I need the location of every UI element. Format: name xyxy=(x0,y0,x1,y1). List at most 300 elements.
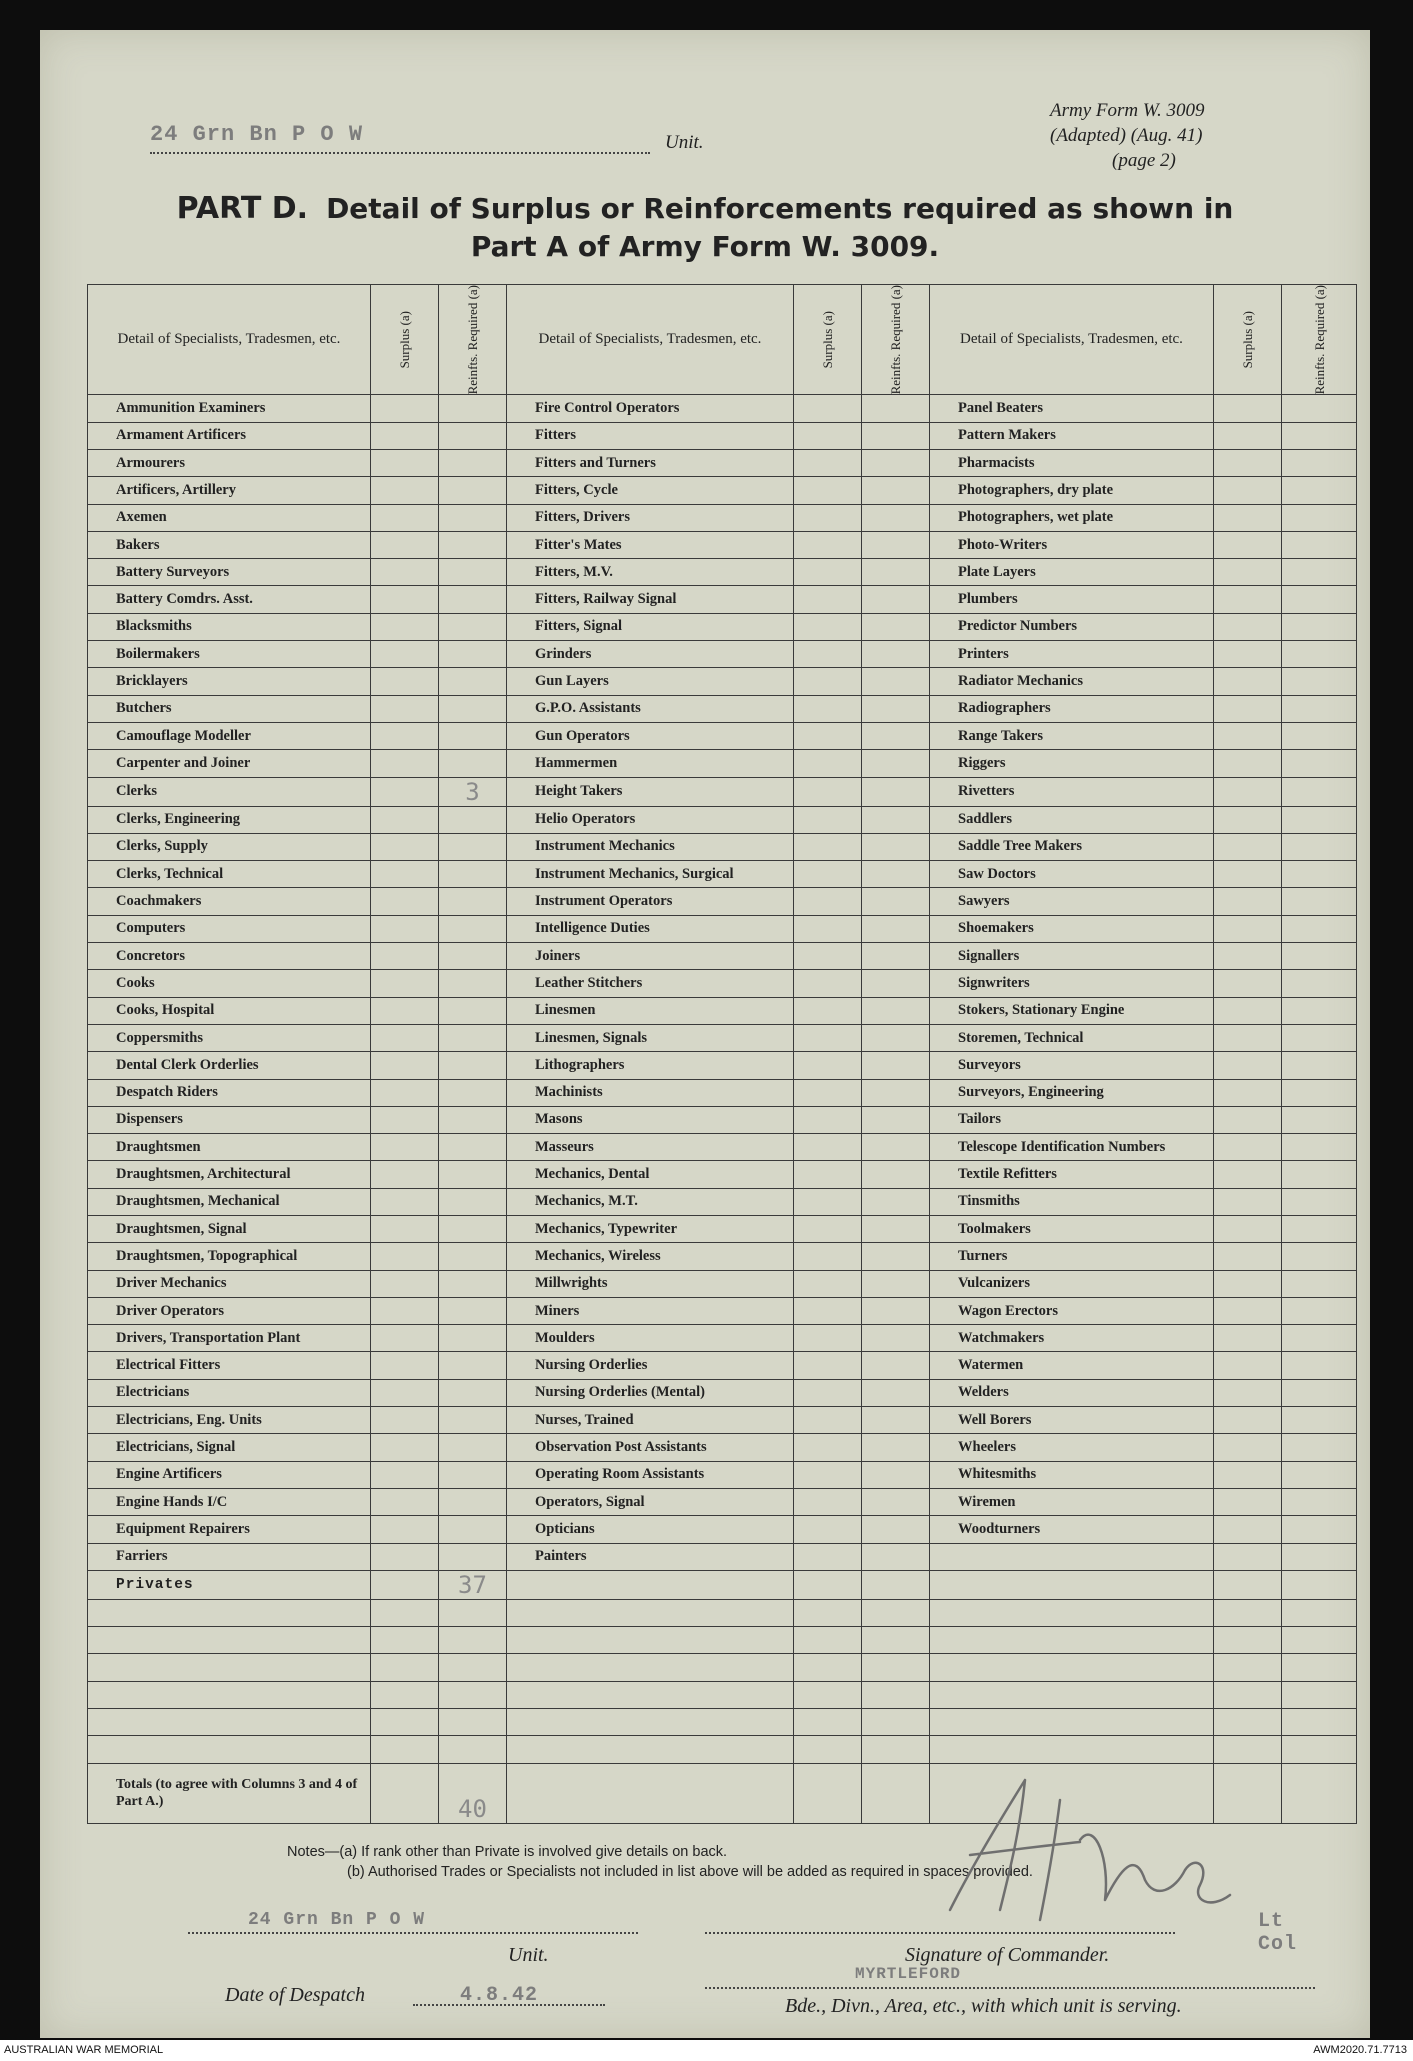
reinfts-cell xyxy=(439,695,507,722)
form-page xyxy=(40,30,1370,2038)
table-row xyxy=(88,1024,1357,1051)
specialist-label: Linesmen xyxy=(507,997,794,1024)
reinfts-cell xyxy=(439,1052,507,1079)
reinfts-cell xyxy=(862,997,930,1024)
surplus-cell xyxy=(794,422,862,449)
reinfts-cell xyxy=(439,1379,507,1406)
surplus-cell xyxy=(1214,395,1282,422)
surplus-cell xyxy=(794,1079,862,1106)
surplus-cell xyxy=(371,477,439,504)
blank-cell xyxy=(794,1599,862,1626)
reinfts-cell xyxy=(439,1709,507,1736)
reinfts-cell xyxy=(1282,1325,1357,1352)
surplus-cell xyxy=(794,888,862,915)
blank-cell xyxy=(794,1736,862,1763)
reinfts-cell xyxy=(1282,1216,1357,1243)
specialist-label: Pattern Makers xyxy=(930,422,1214,449)
specialist-label: Ammunition Examiners xyxy=(88,395,371,422)
commander-signature xyxy=(930,1760,1270,1930)
surplus-cell xyxy=(371,943,439,970)
reinfts-cell xyxy=(1282,722,1357,749)
specialist-label: Watchmakers xyxy=(930,1325,1214,1352)
reinfts-cell xyxy=(862,1325,930,1352)
reinfts-cell xyxy=(862,695,930,722)
blank-cell xyxy=(1282,1654,1357,1681)
specialist-label: Whitesmiths xyxy=(930,1461,1214,1488)
reinfts-cell xyxy=(862,1379,930,1406)
signature-dotted-line xyxy=(705,1932,1175,1934)
surplus-cell xyxy=(794,943,862,970)
unit-value: 24 Grn Bn P O W xyxy=(150,122,364,147)
signature-field xyxy=(705,1910,1305,1970)
specialist-label: Wiremen xyxy=(930,1488,1214,1515)
specialist-label: Electricians xyxy=(88,1379,371,1406)
reinfts-cell xyxy=(439,833,507,860)
specialist-label: Draughtsmen, Mechanical xyxy=(88,1188,371,1215)
reinfts-cell xyxy=(439,1681,507,1708)
specialist-label: Range Takers xyxy=(930,722,1214,749)
surplus-cell xyxy=(371,1407,439,1434)
table-row xyxy=(88,833,1357,860)
surplus-cell xyxy=(371,504,439,531)
reinfts-cell xyxy=(439,1488,507,1515)
specialist-label: Operators, Signal xyxy=(507,1488,794,1515)
surplus-cell xyxy=(794,1134,862,1161)
specialist-label: Tailors xyxy=(930,1106,1214,1133)
surplus-cell xyxy=(794,806,862,833)
surplus-cell xyxy=(794,586,862,613)
reinfts-cell xyxy=(862,586,930,613)
reinfts-cell xyxy=(862,1407,930,1434)
specialist-label: Turners xyxy=(930,1243,1214,1270)
specialist-label: Fire Control Operators xyxy=(507,395,794,422)
reinfts-cell xyxy=(862,1188,930,1215)
reinfts-cell xyxy=(439,1627,507,1654)
reinfts-cell xyxy=(862,1543,930,1570)
table-row xyxy=(88,1161,1357,1188)
specialist-label: Hammermen xyxy=(507,750,794,777)
specialists-table xyxy=(87,284,1357,1824)
table-row-extra xyxy=(88,1570,1357,1599)
reinfts-cell xyxy=(439,1325,507,1352)
surplus-cell xyxy=(1214,915,1282,942)
surplus-cell xyxy=(1214,1407,1282,1434)
specialist-label: Radiator Mechanics xyxy=(930,668,1214,695)
reinfts-cell xyxy=(439,1516,507,1543)
blank-cell xyxy=(794,1681,862,1708)
title-part: PART D. xyxy=(176,191,309,226)
reinfts-cell xyxy=(439,1461,507,1488)
surplus-cell xyxy=(1214,1243,1282,1270)
surplus-cell xyxy=(794,1434,862,1461)
surplus-cell xyxy=(794,1270,862,1297)
surplus-cell xyxy=(794,1024,862,1051)
reinfts-cell xyxy=(862,1161,930,1188)
blank-cell xyxy=(1214,1599,1282,1626)
blank-cell xyxy=(1214,1570,1282,1599)
blank-cell xyxy=(507,1627,794,1654)
surplus-cell xyxy=(1214,559,1282,586)
specialist-label: Millwrights xyxy=(507,1270,794,1297)
blank-cell xyxy=(1282,1599,1357,1626)
blank-cell xyxy=(930,1654,1214,1681)
reinfts-cell xyxy=(1282,586,1357,613)
surplus-cell xyxy=(794,449,862,476)
surplus-cell xyxy=(1214,1516,1282,1543)
reinfts-cell xyxy=(862,777,930,806)
extra-label xyxy=(88,1599,371,1626)
reinfts-cell xyxy=(862,1270,930,1297)
specialist-label: Electricians, Signal xyxy=(88,1434,371,1461)
reinfts-cell xyxy=(1282,422,1357,449)
surplus-cell xyxy=(371,559,439,586)
surplus-cell xyxy=(371,1161,439,1188)
surplus-cell xyxy=(1214,668,1282,695)
surplus-cell xyxy=(794,1461,862,1488)
blank-cell xyxy=(862,1570,930,1599)
reinfts-cell xyxy=(1282,861,1357,888)
table-row-extra xyxy=(88,1709,1357,1736)
reinfts-cell xyxy=(439,449,507,476)
header-detail-2: Detail of Specialists, Tradesmen, etc. xyxy=(507,285,794,395)
surplus-cell xyxy=(371,1681,439,1708)
archive-id: AWM2020.71.7713 xyxy=(1313,2044,1407,2056)
specialist-label: Wheelers xyxy=(930,1434,1214,1461)
specialist-label: Butchers xyxy=(88,695,371,722)
blank-cell xyxy=(1214,1654,1282,1681)
surplus-cell xyxy=(1214,1161,1282,1188)
blank-cell xyxy=(862,1654,930,1681)
header-detail-3: Detail of Specialists, Tradesmen, etc. xyxy=(930,285,1214,395)
reinfts-cell xyxy=(439,750,507,777)
specialist-label: Wagon Erectors xyxy=(930,1297,1214,1324)
blank-cell xyxy=(1282,1627,1357,1654)
header-reinfts-2: Reinfts. Required (a) xyxy=(862,285,930,395)
blank-cell xyxy=(862,1681,930,1708)
specialist-label: Shoemakers xyxy=(930,915,1214,942)
reinfts-cell xyxy=(1282,1434,1357,1461)
extra-label xyxy=(88,1681,371,1708)
specialist-label: Driver Operators xyxy=(88,1297,371,1324)
reinfts-cell xyxy=(1282,641,1357,668)
table-row xyxy=(88,586,1357,613)
surplus-cell xyxy=(371,449,439,476)
table-row xyxy=(88,613,1357,640)
surplus-cell xyxy=(371,1188,439,1215)
specialist-label: Armourers xyxy=(88,449,371,476)
surplus-cell xyxy=(1214,1325,1282,1352)
reinfts-cell xyxy=(862,1488,930,1515)
blank-cell xyxy=(862,1763,930,1823)
reinfts-cell xyxy=(439,1161,507,1188)
reinfts-cell xyxy=(862,1434,930,1461)
specialist-label: Fitters, Railway Signal xyxy=(507,586,794,613)
blank-cell xyxy=(1282,1763,1357,1823)
surplus-cell xyxy=(371,531,439,558)
reinfts-cell xyxy=(862,1243,930,1270)
reinfts-cell xyxy=(439,915,507,942)
reinfts-cell xyxy=(862,1024,930,1051)
specialist-label: Sawyers xyxy=(930,888,1214,915)
specialist-label: Leather Stitchers xyxy=(507,970,794,997)
table-row xyxy=(88,1434,1357,1461)
surplus-cell xyxy=(1214,641,1282,668)
archive-name: AUSTRALIAN WAR MEMORIAL xyxy=(4,2044,164,2056)
surplus-cell xyxy=(371,750,439,777)
table-row-extra xyxy=(88,1599,1357,1626)
specialist-label: Drivers, Transportation Plant xyxy=(88,1325,371,1352)
specialist-label: Saddlers xyxy=(930,806,1214,833)
surplus-cell xyxy=(794,750,862,777)
specialist-label: Fitter's Mates xyxy=(507,531,794,558)
surplus-cell xyxy=(371,1654,439,1681)
blank-cell xyxy=(930,1570,1214,1599)
table-row xyxy=(88,1106,1357,1133)
reinfts-cell xyxy=(439,586,507,613)
reinfts-cell xyxy=(439,1736,507,1763)
specialist-label: Surveyors xyxy=(930,1052,1214,1079)
commander-rank: Lt Col xyxy=(1258,1910,1298,1956)
reinfts-cell xyxy=(439,722,507,749)
specialist-label: Helio Operators xyxy=(507,806,794,833)
surplus-cell xyxy=(371,777,439,806)
specialist-label: Welders xyxy=(930,1379,1214,1406)
reinfts-cell xyxy=(439,1079,507,1106)
date-field xyxy=(225,1980,605,2020)
surplus-cell xyxy=(794,970,862,997)
table-row xyxy=(88,477,1357,504)
reinfts-cell xyxy=(1282,997,1357,1024)
surplus-cell xyxy=(371,1243,439,1270)
surplus-cell xyxy=(371,1216,439,1243)
specialist-label: Pharmacists xyxy=(930,449,1214,476)
reinfts-cell xyxy=(439,1297,507,1324)
header-surplus-2: Surplus (a) xyxy=(794,285,862,395)
specialist-label: Saw Doctors xyxy=(930,861,1214,888)
reinfts-cell xyxy=(1282,1188,1357,1215)
specialist-label: Linesmen, Signals xyxy=(507,1024,794,1051)
surplus-cell xyxy=(1214,722,1282,749)
specialist-label: Rivetters xyxy=(930,777,1214,806)
specialist-label: Well Borers xyxy=(930,1407,1214,1434)
reinfts-cell xyxy=(1282,395,1357,422)
specialist-label: Electricians, Eng. Units xyxy=(88,1407,371,1434)
table-header xyxy=(88,285,1357,395)
reinfts-cell xyxy=(1282,504,1357,531)
reinfts-cell xyxy=(862,750,930,777)
reinfts-cell xyxy=(1282,777,1357,806)
specialist-label: Cooks xyxy=(88,970,371,997)
surplus-cell xyxy=(371,1709,439,1736)
specialist-label xyxy=(930,1543,1214,1570)
surplus-cell xyxy=(371,1627,439,1654)
specialist-label: Surveyors, Engineering xyxy=(930,1079,1214,1106)
header-surplus-3: Surplus (a) xyxy=(1214,285,1282,395)
reinfts-cell xyxy=(1282,1052,1357,1079)
table-row xyxy=(88,641,1357,668)
table-row xyxy=(88,504,1357,531)
surplus-cell xyxy=(1214,1270,1282,1297)
surplus-cell xyxy=(1214,997,1282,1024)
reinfts-cell xyxy=(439,1407,507,1434)
reinfts-cell xyxy=(862,1516,930,1543)
surplus-cell xyxy=(371,997,439,1024)
reinfts-cell xyxy=(1282,1461,1357,1488)
extra-label xyxy=(88,1736,371,1763)
reinfts-cell xyxy=(439,504,507,531)
table-row-extra xyxy=(88,1654,1357,1681)
reinfts-cell xyxy=(1282,1079,1357,1106)
blank-cell xyxy=(930,1709,1214,1736)
specialist-label: Farriers xyxy=(88,1543,371,1570)
surplus-cell xyxy=(1214,1188,1282,1215)
surplus-cell xyxy=(371,695,439,722)
blank-cell xyxy=(507,1763,794,1823)
header-detail-1: Detail of Specialists, Tradesmen, etc. xyxy=(88,285,371,395)
table-row xyxy=(88,422,1357,449)
reinfts-cell xyxy=(862,1134,930,1161)
specialist-label: Mechanics, Dental xyxy=(507,1161,794,1188)
table-row xyxy=(88,970,1357,997)
blank-cell xyxy=(507,1709,794,1736)
signature-label: Signature of Commander. xyxy=(905,1944,1110,1966)
specialist-label: Battery Surveyors xyxy=(88,559,371,586)
blank-cell xyxy=(507,1570,794,1599)
specialist-label: Mechanics, Typewriter xyxy=(507,1216,794,1243)
header-reinfts-3: Reinfts. Required (a) xyxy=(1282,285,1357,395)
specialist-label: Height Takers xyxy=(507,777,794,806)
surplus-cell xyxy=(794,477,862,504)
surplus-cell xyxy=(371,1134,439,1161)
page-title xyxy=(40,190,1370,266)
surplus-cell xyxy=(794,1379,862,1406)
table-row xyxy=(88,997,1357,1024)
reinfts-cell xyxy=(1282,1352,1357,1379)
specialist-label: Tinsmiths xyxy=(930,1188,1214,1215)
specialist-label: Nursing Orderlies xyxy=(507,1352,794,1379)
specialist-label: Equipment Repairers xyxy=(88,1516,371,1543)
surplus-cell xyxy=(1214,1134,1282,1161)
reinfts-cell xyxy=(862,806,930,833)
blank-cell xyxy=(507,1736,794,1763)
reinfts-cell xyxy=(862,1461,930,1488)
specialist-label: Observation Post Assistants xyxy=(507,1434,794,1461)
surplus-cell xyxy=(1214,477,1282,504)
specialist-label: Fitters xyxy=(507,422,794,449)
unit-field-bottom xyxy=(188,1910,638,1970)
specialist-label: Lithographers xyxy=(507,1052,794,1079)
surplus-cell xyxy=(794,861,862,888)
extra-label xyxy=(88,1627,371,1654)
surplus-cell xyxy=(1214,750,1282,777)
surplus-total xyxy=(371,1763,439,1823)
surplus-cell xyxy=(1214,695,1282,722)
header-surplus-1: Surplus (a) xyxy=(371,285,439,395)
surplus-cell xyxy=(794,1488,862,1515)
surplus-cell xyxy=(1214,1216,1282,1243)
surplus-cell xyxy=(1214,1024,1282,1051)
reinfts-cell xyxy=(1282,1161,1357,1188)
specialist-label: Bakers xyxy=(88,531,371,558)
surplus-cell xyxy=(1214,586,1282,613)
notes xyxy=(287,1842,1033,1882)
table-row xyxy=(88,1516,1357,1543)
reinfts-cell xyxy=(862,888,930,915)
extra-label: Privates xyxy=(88,1570,371,1599)
specialist-label: Photo-Writers xyxy=(930,531,1214,558)
blank-cell xyxy=(794,1627,862,1654)
reinfts-cell xyxy=(1282,1106,1357,1133)
table-row xyxy=(88,695,1357,722)
surplus-cell xyxy=(794,668,862,695)
surplus-cell xyxy=(794,1243,862,1270)
table-row xyxy=(88,531,1357,558)
reinfts-cell xyxy=(1282,449,1357,476)
bde-dotted-line xyxy=(705,1987,1315,1989)
surplus-cell xyxy=(794,915,862,942)
reinfts-cell xyxy=(439,943,507,970)
surplus-cell xyxy=(1214,449,1282,476)
specialist-label: Signwriters xyxy=(930,970,1214,997)
reinfts-cell xyxy=(439,1188,507,1215)
surplus-cell xyxy=(371,395,439,422)
surplus-cell xyxy=(371,1736,439,1763)
specialist-label: Fitters and Turners xyxy=(507,449,794,476)
reinfts-cell xyxy=(439,559,507,586)
surplus-cell xyxy=(1214,422,1282,449)
unit-field-top xyxy=(110,122,704,162)
specialist-label: Coachmakers xyxy=(88,888,371,915)
specialist-label: Vulcanizers xyxy=(930,1270,1214,1297)
specialist-label: Engine Artificers xyxy=(88,1461,371,1488)
reinfts-cell xyxy=(439,861,507,888)
reinfts-cell xyxy=(439,641,507,668)
surplus-cell xyxy=(794,1106,862,1133)
reinfts-cell xyxy=(862,668,930,695)
surplus-cell xyxy=(1214,1379,1282,1406)
surplus-cell xyxy=(371,915,439,942)
specialist-label: Clerks, Engineering xyxy=(88,806,371,833)
reinfts-cell xyxy=(1282,970,1357,997)
surplus-cell xyxy=(794,1407,862,1434)
reinfts-cell xyxy=(439,1243,507,1270)
unit-label: Unit. xyxy=(665,132,704,153)
surplus-cell xyxy=(1214,777,1282,806)
table-row xyxy=(88,861,1357,888)
surplus-cell xyxy=(371,1024,439,1051)
specialist-label: Computers xyxy=(88,915,371,942)
reinfts-cell xyxy=(439,997,507,1024)
specialist-label: Predictor Numbers xyxy=(930,613,1214,640)
reinfts-cell xyxy=(1282,1243,1357,1270)
specialist-label: Intelligence Duties xyxy=(507,915,794,942)
specialist-label: Draughtsmen, Signal xyxy=(88,1216,371,1243)
reinfts-cell xyxy=(1282,613,1357,640)
surplus-cell xyxy=(371,668,439,695)
form-page-number: (page 2) xyxy=(1112,150,1176,171)
blank-cell xyxy=(1282,1736,1357,1763)
specialist-label: Saddle Tree Makers xyxy=(930,833,1214,860)
specialist-label: Camouflage Modeller xyxy=(88,722,371,749)
surplus-cell xyxy=(371,586,439,613)
reinfts-cell xyxy=(862,422,930,449)
table-row xyxy=(88,1325,1357,1352)
reinfts-cell xyxy=(439,1024,507,1051)
surplus-cell xyxy=(371,861,439,888)
surplus-cell xyxy=(371,1106,439,1133)
surplus-cell xyxy=(1214,943,1282,970)
reinfts-cell xyxy=(862,1079,930,1106)
